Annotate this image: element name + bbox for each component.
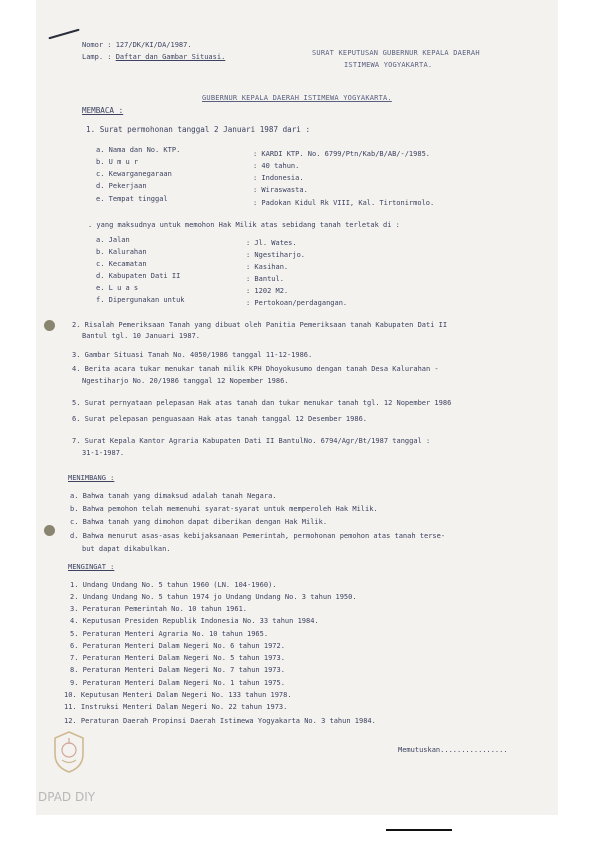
- membaca-item-2a: 2. Risalah Pemeriksaan Tanah yang dibuat oleh Panitia Pemeriksaan tanah Kabupaten Dati II: [72, 321, 448, 329]
- membaca-item-6: 6. Surat pelepasan penguasaan Hak atas tanah tanggal 12 Desember 1986.: [72, 415, 368, 423]
- land-label-4: e. L u a s: [96, 284, 139, 292]
- mengingat-item-5: 5. Peraturan Menteri Agraria No. 10 tahun 1965.: [70, 630, 269, 638]
- land-label-3: d. Kabupaten Dati II: [96, 272, 181, 280]
- mengingat-item-4: 4. Keputusan Presiden Republik Indonesia No. 33 tahun 1984.: [70, 617, 319, 625]
- archive-watermark: DPAD DIY: [38, 790, 96, 804]
- mengingat-item-10: 10. Keputusan Menteri Dalam Negeri No. 133 tahun 1978.: [64, 691, 292, 699]
- punch-hole-bottom: [44, 525, 55, 536]
- land-value-1: : Ngestiharjo.: [246, 251, 306, 259]
- menimbang-item-b: b. Bahwa pemohon telah memenuhi syarat-syarat untuk memperoleh Hak Milik.: [70, 505, 378, 513]
- land-value-2: : Kasihan.: [246, 263, 289, 271]
- membaca-item-1: 1. Surat permohonan tanggal 2 Januari 1987 dari :: [86, 125, 311, 134]
- land-label-0: a. Jalan: [96, 236, 130, 244]
- bottom-rule: [386, 829, 452, 831]
- land-value-0: : Jl. Wates.: [246, 239, 297, 247]
- applicant-value-4: : Padokan Kidul Rk VIII, Kal. Tirtonirmolo.: [253, 199, 435, 207]
- mengingat-heading: MENGINGAT :: [68, 563, 115, 571]
- issuer-heading: GUBERNUR KEPALA DAERAH ISTIMEWA YOGYAKARTA.: [202, 94, 392, 102]
- applicant-value-2: : Indonesia.: [253, 174, 304, 182]
- menimbang-item-c: c. Bahwa tanah yang dimohon dapat diberikan dengan Hak Milik.: [70, 518, 328, 526]
- applicant-value-0: : KARDI KTP. No. 6799/Ptn/Kab/B/AB/-/1985.: [253, 150, 431, 158]
- membaca-item-5: 5. Surat pernyataan pelepasan Hak atas tanah dan tukar menukar tanah tgl. 12 Nopember 1986: [72, 399, 452, 407]
- decree-title-line1: SURAT KEPUTUSAN GUBERNUR KEPALA DAERAH: [312, 49, 480, 57]
- land-value-3: : Bantul.: [246, 275, 284, 283]
- membaca-item-7a: 7. Surat Kepala Kantor Agraria Kabupaten Dati II BantulNo. 6794/Agr/Bt/1987 tanggal :: [72, 437, 431, 445]
- menimbang-item-d: d. Bahwa menurut asas-asas kebijaksanaan Pemerintah, permohonan pemohon atas tanah terse-: [70, 532, 446, 540]
- applicant-value-1: : 40 tahun.: [253, 162, 300, 170]
- mengingat-item-7: 7. Peraturan Menteri Dalam Negeri No. 5 tahun 1973.: [70, 654, 285, 662]
- mengingat-item-8: 8. Peraturan Menteri Dalam Negeri No. 7 tahun 1973.: [70, 666, 285, 674]
- land-value-4: : 1202 M2.: [246, 287, 289, 295]
- land-label-2: c. Kecamatan: [96, 260, 147, 268]
- applicant-label-2: c. Kewarganegaraan: [96, 170, 172, 178]
- land-label-5: f. Dipergunakan untuk: [96, 296, 185, 304]
- decree-title-line2: ISTIMEWA YOGYAKARTA.: [344, 61, 433, 69]
- attachment-value: Daftar dan Gambar Situasi.: [115, 53, 226, 61]
- mengingat-item-1: 1. Undang Undang No. 5 tahun 1960 (LN. 104-1960).: [70, 581, 277, 589]
- menimbang-item-a: a. Bahwa tanah yang dimaksud adalah tanah Negara.: [70, 492, 277, 500]
- menimbang-heading: MENIMBANG :: [68, 474, 115, 482]
- land-value-5: : Pertokoan/perdagangan.: [246, 299, 348, 307]
- applicant-label-1: b. U m u r: [96, 158, 139, 166]
- mengingat-item-11: 11. Instruksi Menteri Dalam Negeri No. 22 tahun 1973.: [64, 703, 288, 711]
- mengingat-item-12: 12. Peraturan Daerah Propinsi Daerah Istimewa Yogyakarta No. 3 tahun 1984.: [64, 717, 376, 725]
- mengingat-item-3: 3. Peraturan Pemerintah No. 10 tahun 1961.: [70, 605, 248, 613]
- membaca-item-4b: Ngestiharjo No. 20/1986 tanggal 12 Nopember 1986.: [82, 377, 289, 385]
- applicant-label-3: d. Pekerjaan: [96, 182, 147, 190]
- menimbang-item-d-cont: but dapat dikabulkan.: [82, 545, 171, 553]
- mengingat-item-6: 6. Peraturan Menteri Dalam Negeri No. 6 tahun 1972.: [70, 642, 285, 650]
- membaca-item-2b: Bantul tgl. 10 Januari 1987.: [82, 332, 201, 340]
- attachment-line: [82, 52, 225, 62]
- membaca-item-7b: 31-1-1987.: [82, 449, 125, 457]
- land-label-1: b. Kalurahan: [96, 248, 147, 256]
- applicant-value-3: : Wiraswasta.: [253, 186, 308, 194]
- mengingat-item-2: 2. Undang Undang No. 5 tahun 1974 jo Undang Undang No. 3 tahun 1950.: [70, 593, 357, 601]
- membaca-item-3: 3. Gambar Situasi Tanah No. 4050/1986 tanggal 11-12-1986.: [72, 351, 313, 359]
- membaca-heading: MEMBACA :: [82, 106, 124, 115]
- punch-hole-top: [44, 320, 55, 331]
- land-intro: . yang maksudnya untuk memohon Hak Milik atas sebidang tanah terletak di :: [88, 221, 400, 229]
- mengingat-item-9: 9. Peraturan Menteri Dalam Negeri No. 1 tahun 1975.: [70, 679, 285, 687]
- closing-memutuskan: Memutuskan................: [398, 746, 508, 754]
- membaca-item-4a: 4. Berita acara tukar menukar tanah milik KPH Dhoyokusumo dengan tanah Desa Kalurahan -: [72, 365, 439, 373]
- attachment-label: Lamp. :: [82, 53, 116, 61]
- letter-number: Nomor : 127/DK/KI/DA/1987.: [82, 41, 192, 49]
- applicant-label-4: e. Tempat tinggal: [96, 195, 168, 203]
- applicant-label-0: a. Nama dan No. KTP.: [96, 146, 181, 154]
- provincial-seal-stamp: [52, 730, 86, 774]
